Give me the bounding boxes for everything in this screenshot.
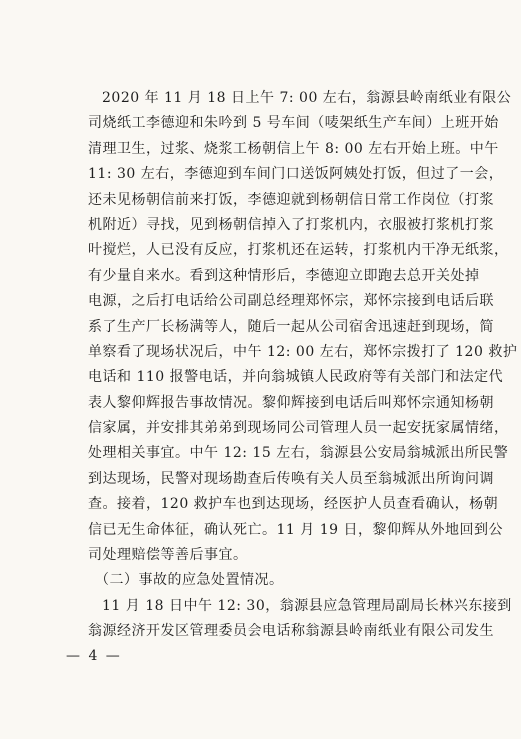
text-line: 处理相关事宜。中午 12: 15 左右，翁源县公安局翁城派出所民警 (88, 445, 509, 462)
text-line: 表人黎仰辉报告事故情况。黎仰辉接到电话后叫郑怀宗通知杨朝 (88, 394, 494, 411)
text-line: 2020 年 11 月 18 日上午 7: 00 左右，翁源县岭南纸业有限公 (102, 90, 512, 106)
text-line: 司处理赔偿等善后事宜。 (88, 547, 248, 564)
text-line: 到达现场，民警对现场勘查后传唤有关人员至翁城派出所询问调 (88, 470, 494, 487)
text-line: 叶搅烂，人已没有反应，打浆机还在运转，打浆机内干净无纸浆， (88, 242, 509, 259)
page-number: — 4 — (66, 648, 122, 664)
section-heading: （二）事故的应急处置情况。 (95, 572, 284, 589)
text-line: 翁源经济开发区管理委员会电话称翁源县岭南纸业有限公司发生 (88, 623, 494, 640)
text-line: 电源，之后打电话给公司副总经理郑怀宗，郑怀宗接到电话后联 (88, 293, 494, 310)
text-line: 有少量自来水。看到这种情形后，李德迎立即跑去总开关处掉 (88, 267, 480, 284)
document-body (88, 86, 518, 645)
text-line: 机附近）寻找，见到杨朝信掉入了打浆机内，衣服被打浆机打浆 (88, 216, 494, 233)
text-line: 系了生产厂长杨满等人，随后一起从公司宿舍迅速赶到现场，简 (88, 318, 494, 335)
text-line: 11 月 18 日中午 12: 30，翁源县应急管理局副局长林兴东接到 (102, 597, 512, 614)
text-line: 单察看了现场状况后，中午 12: 00 左右，郑怀宗拨打了 120 救护 (88, 343, 518, 360)
text-line: 清理卫生，过浆、烧浆工杨朝信上午 8: 00 左右开始上班。中午 (88, 140, 499, 157)
text-line: 信已无生命体征，确认死亡。11 月 19 日，黎仰辉从外地回到公 (88, 521, 503, 538)
text-line: 查。接着，120 救护车也到达现场，经医护人员查看确认，杨朝 (88, 496, 499, 513)
text-line: 司烧纸工李德迎和朱吟到 5 号车间（唛架纸生产车间）上班开始 (88, 115, 499, 132)
text-line: 电话和 110 报警电话，并向翁城镇人民政府等有关部门和法定代 (88, 369, 504, 386)
text-line: 还未见杨朝信前来打饭，李德迎就到杨朝信日常工作岗位（打浆 (88, 191, 494, 208)
text-line: 11: 30 左右，李德迎到车间门口送饭阿姨处打饭，但过了一会， (88, 166, 504, 183)
text-line: 信家属，并安排其弟弟到现场同公司管理人员一起安抚家属情绪， (88, 420, 509, 437)
